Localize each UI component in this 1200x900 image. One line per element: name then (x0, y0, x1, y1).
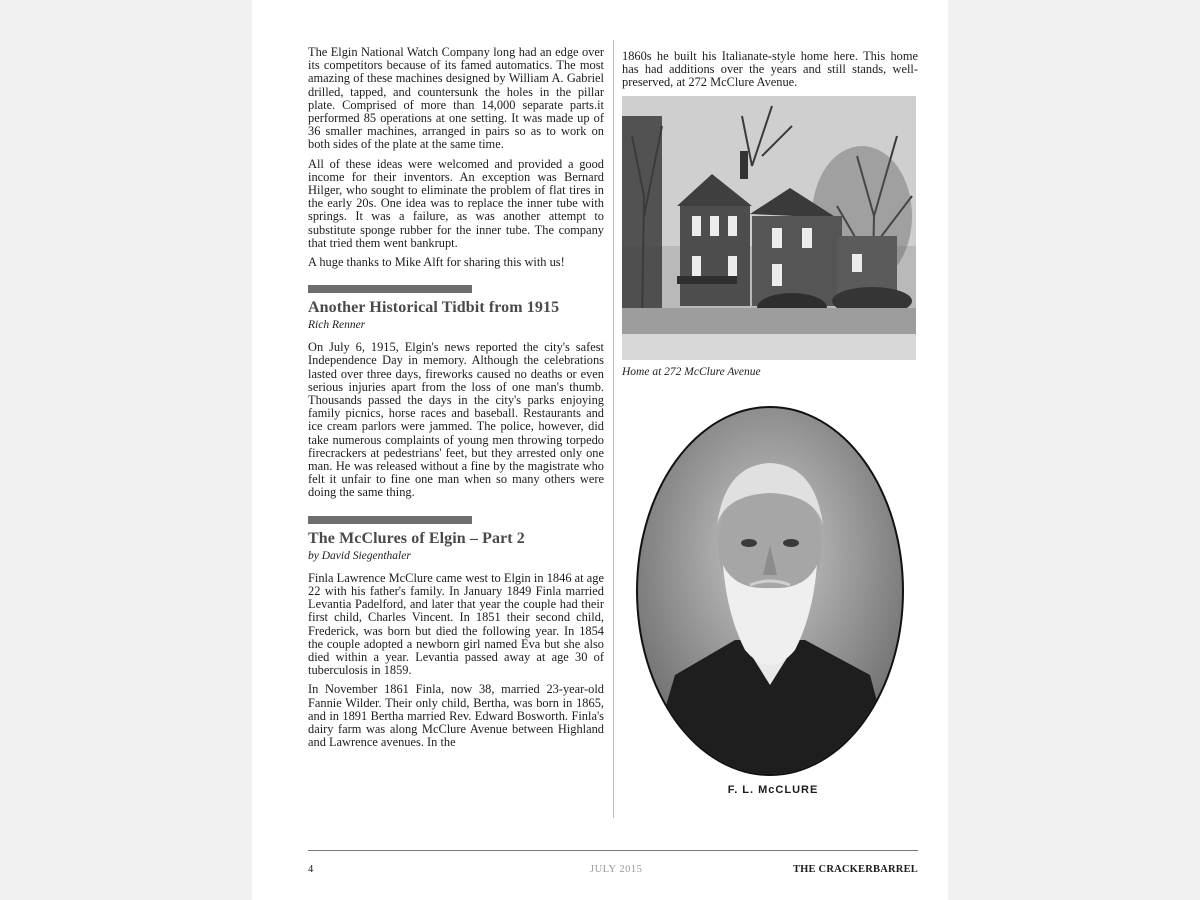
house-photo-image (622, 96, 916, 360)
page-number: 4 (308, 864, 314, 875)
tidbit-title: Another Historical Tidbit from 1915 (308, 299, 560, 317)
newsletter-page (252, 0, 948, 900)
left-column (308, 46, 604, 755)
watch-article-paragraph-1: The Elgin National Watch Company long had an edge over its competitors because of its famed automatics. The most amazing of these machines designed by William A. Gabriel drilled, tapped, and countersunk the holes in the pillar plate. Comprised of more than 14,000 separate parts.it performed 85 operations at one setting. It was made up of 36 smaller machines, arranged in pairs so as to work on both sides of the plate at the same time. (308, 45, 604, 152)
footer-rule (308, 850, 918, 851)
house-photo (622, 96, 916, 360)
right-column (622, 50, 918, 378)
column-divider (613, 40, 614, 818)
mcclures-title: The McClures of Elgin – Part 2 (308, 529, 525, 547)
mcclures-byline: by David Siegenthaler (308, 549, 411, 562)
watch-article-paragraph-2: All of these ideas were welcomed and provided a good income for their inventors. An exception was Bernard Hilger, who sought to eliminate the problem of flat tires in the early 20s. One idea was to replace the inner tube with springs. It was a failure, as was another attempt to substitute sponge rubber for the inner tube. The company that tried them went bankrupt. (308, 156, 604, 250)
house-photo-caption: Home at 272 McClure Avenue (622, 365, 761, 378)
section-divider-bar (308, 285, 472, 293)
tidbit-paragraph: On July 6, 1915, Elgin's news reported the city's safest Independence Day in memory. Although the celebrations lasted over three days, fireworks caused no deaths or even serious injuries apart from the loss of one man's thumb. Thousands passed the days in the city's parks enjoying family picnics, horse races and baseball. Restaurants and ice cream parlors were jammed. The police, however, did take numerous complaints of young men throwing torpedo firecrackers at pedestrians' feet, but they arrested only one man. He was released without a fine by the magistrate who felt it unfair to fine one man when so many others were doing the same thing. (308, 340, 604, 500)
issue-date: JULY 2015 (590, 864, 643, 875)
tidbit-byline: Rich Renner (308, 319, 366, 332)
mcclures-paragraph-2: In November 1861 Finla, now 38, married 23-year-old Fannie Wilder. Their only child, Bertha, was born in 1865, and in 1891 Bertha married Rev. Edward Bosworth. Finla's dairy farm was along McClure Avenue between Highland and Lawrence avenues. In the (308, 682, 604, 750)
watch-article-thanks: A huge thanks to Mike Alft for sharing this with us! (308, 255, 565, 270)
mcclures-continued-paragraph: 1860s he built his Italianate-style home here. This home has had additions over the years and still stands, well-preserved, at 272 McClure Avenue. (622, 49, 918, 90)
portrait-image (635, 405, 905, 777)
portrait-photo (635, 405, 905, 777)
mcclures-paragraph-1: Finla Lawrence McClure came west to Elgin in 1846 at age 22 with his father's family. In January 1849 Finla married Levantia Padelford, and later that year the couple had their first child, Charles Vincent. In 1851 their second child, Frederick, was born but died the following year. In 1854 the couple adopted a newborn girl named Eva but she also died within a year. Levantia passed away at age 30 of tuberculosis in 1859. (308, 570, 604, 678)
section-divider-bar (308, 516, 472, 524)
publication-name: THE CRACKERBARREL (792, 864, 918, 875)
portrait-caption: F. L. McCLURE (727, 784, 819, 796)
